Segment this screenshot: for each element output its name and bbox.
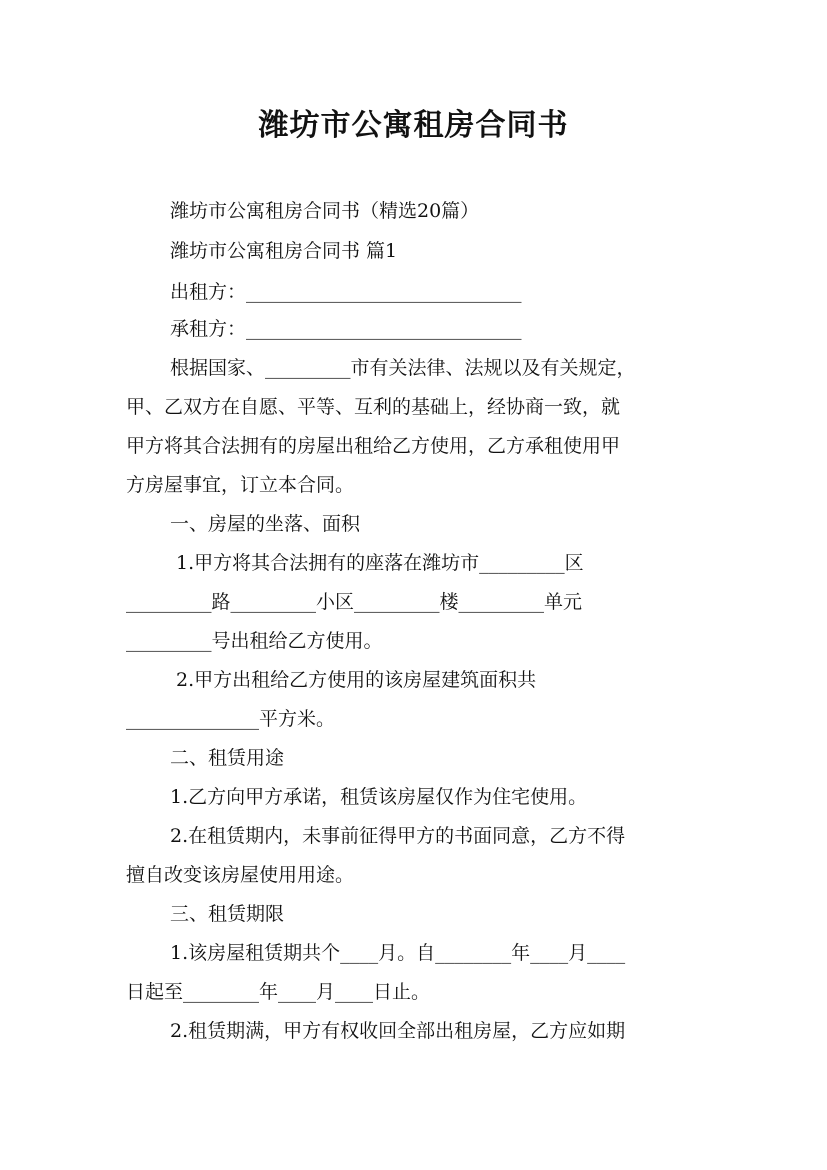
- doc-line-paragraph: 根据国家、_________市有关法律、法规以及有关规定，: [170, 357, 636, 379]
- doc-line-clause: 1.乙方向甲方承诺，租赁该房屋仅作为住宅使用。: [170, 786, 588, 808]
- doc-line-paragraph: 甲、乙双方在自愿、平等、互利的基础上，经协商一致，就: [126, 396, 621, 418]
- doc-line-heading-2: 二、租赁用途: [170, 747, 285, 769]
- doc-line-clause: 2.在租赁期内，未事前征得甲方的书面同意，乙方不得: [170, 825, 626, 847]
- doc-line-clause: _________号出租给乙方使用。: [126, 630, 383, 652]
- doc-line-paragraph: 甲方将其合法拥有的房屋出租给乙方使用，乙方承租使用甲: [126, 435, 621, 457]
- doc-line-clause: 擅自改变该房屋使用用途。: [126, 864, 355, 886]
- doc-line-lessor: 出租方：_____________________________: [170, 281, 522, 303]
- document-title: 潍坊市公寓租房合同书: [258, 108, 569, 143]
- doc-line-clause: _________路_________小区_________楼_________单元: [126, 591, 583, 613]
- doc-line-clause: 1.该房屋租赁期共个____月。自________年____月____: [170, 942, 626, 964]
- doc-line-heading-1: 一、房屋的坐落、面积: [170, 513, 361, 535]
- doc-line-heading-3: 三、租赁期限: [170, 903, 285, 925]
- doc-line-section-heading: 潍坊市公寓租房合同书 篇1: [170, 240, 398, 262]
- doc-line-clause: 2.甲方出租给乙方使用的该房屋建筑面积共: [176, 669, 537, 691]
- doc-line-clause: ______________平方米。: [126, 708, 336, 730]
- doc-line-paragraph: 方房屋事宜，订立本合同。: [126, 474, 355, 496]
- doc-line-clause: 日起至________年____月____日止。: [126, 981, 431, 1003]
- doc-line-clause: 1.甲方将其合法拥有的座落在潍坊市_________区: [176, 552, 584, 574]
- doc-line-clause: 2.租赁期满，甲方有权收回全部出租房屋，乙方应如期: [170, 1020, 626, 1042]
- doc-line-lessee: 承租方：_____________________________: [170, 318, 522, 340]
- doc-line-subtitle: 潍坊市公寓租房合同书（精选20篇）: [170, 200, 480, 222]
